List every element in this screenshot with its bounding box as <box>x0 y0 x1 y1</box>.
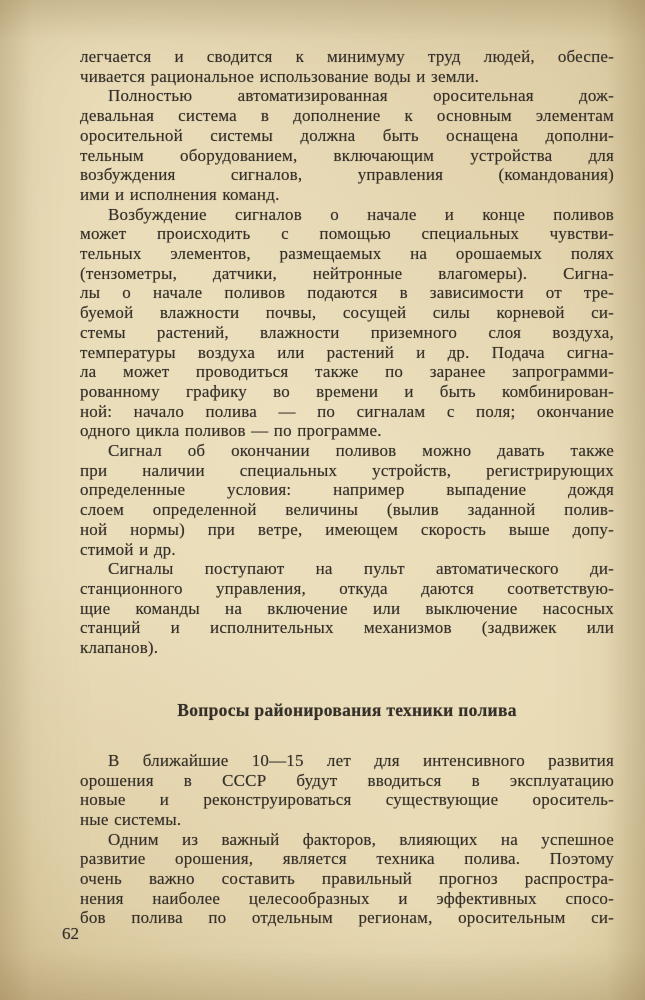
text-line: В ближайшие 10—15 лет для интенсивного развития <box>108 750 614 770</box>
section-heading: Вопросы районирования техники полива <box>177 699 517 720</box>
text-line: клапанов). <box>80 638 159 658</box>
text-line: лы о начале поливов подаются в зависимости от тре- <box>80 283 614 303</box>
text-line: рованному графику во времени и быть комбинирован- <box>80 381 614 401</box>
paragraph <box>80 205 614 441</box>
text-line: температуры воздуха или растений и др. Подача сигна- <box>80 342 614 362</box>
text-line: Сигнал об окончании поливов можно давать также <box>108 441 614 461</box>
paragraph <box>80 47 614 86</box>
text-line: стимой и др. <box>80 539 176 559</box>
paragraph <box>80 559 614 658</box>
paragraph <box>80 86 614 204</box>
page-content <box>80 47 614 928</box>
text-line: новые и реконструироваться существующие ороситель- <box>80 790 614 810</box>
text-line: Сигналы поступают на пульт автоматического ди- <box>108 559 614 579</box>
text-line: очень важно составить правильный прогноз распростра- <box>80 869 614 889</box>
text-line: щие команды на включение или выключение насосных <box>80 598 614 618</box>
paragraph <box>80 830 614 929</box>
text-line: Полностью автоматизированная оросительная дож- <box>108 86 614 106</box>
text-line: легчается и сводится к минимуму труд людей, обеспе- <box>80 47 614 66</box>
text-line: слоем определенной величины (вылив заданной полив- <box>80 500 614 520</box>
text-line: орошения в СССР будут вводиться в эксплуатацию <box>80 770 614 790</box>
text-line: ной нормы) при ветре, имеющем скорость выше допу- <box>80 519 614 539</box>
text-line: одного цикла поливов — по программе. <box>80 421 382 441</box>
text-line: ной: начало полива — по сигналам с поля; окончание <box>80 401 614 421</box>
text-line: возбуждения сигналов, управления (командования) <box>80 165 614 185</box>
text-line: девальная система в дополнение к основным элементам <box>80 106 614 126</box>
text-line: чивается рациональное использование воды и земли. <box>80 66 480 86</box>
text-line: ные системы. <box>80 809 182 829</box>
text-line: (тензометры, датчики, нейтронные влагомеры). Сигна- <box>80 263 614 283</box>
text-line: оросительной системы должна быть оснащена дополни- <box>80 125 614 145</box>
text-line: бов полива по отдельным регионам, оросительным си- <box>80 908 614 928</box>
text-line: ла может проводиться также по заранее запрограмми- <box>80 362 614 382</box>
text-line: развитие орошения, является техника полива. Поэтому <box>80 849 614 869</box>
text-line: станционного управления, откуда даются соответствую- <box>80 578 614 598</box>
text-line: может происходить с помощью специальных чувстви- <box>80 224 614 244</box>
text-line: тельным оборудованием, включающим устройства для <box>80 145 614 165</box>
text-line: при наличии специальных устройств, регистрирующих <box>80 460 614 480</box>
text-line: Возбуждение сигналов о начале и конце поливов <box>108 204 614 224</box>
text-line: тельных элементов, размещаемых на орошаемых полях <box>80 244 614 264</box>
text-line: нения наиболее целесообразных и эффективных спосо- <box>80 888 614 908</box>
paragraph <box>80 441 614 559</box>
text-line: определенные условия: например выпадение дождя <box>80 480 614 500</box>
page-number: 62 <box>62 924 79 943</box>
text-line: станций и исполнительных механизмов (задвижек или <box>80 618 614 638</box>
paragraph <box>80 751 614 830</box>
text-line: буемой влажности почвы, сосущей силы корневой си- <box>80 303 614 323</box>
text-line: стемы растений, влажности приземного слоя воздуха, <box>80 322 614 342</box>
text-line: ими и исполнения команд. <box>80 184 280 204</box>
text-line: Одним из важный факторов, влияющих на успешное <box>108 829 614 849</box>
